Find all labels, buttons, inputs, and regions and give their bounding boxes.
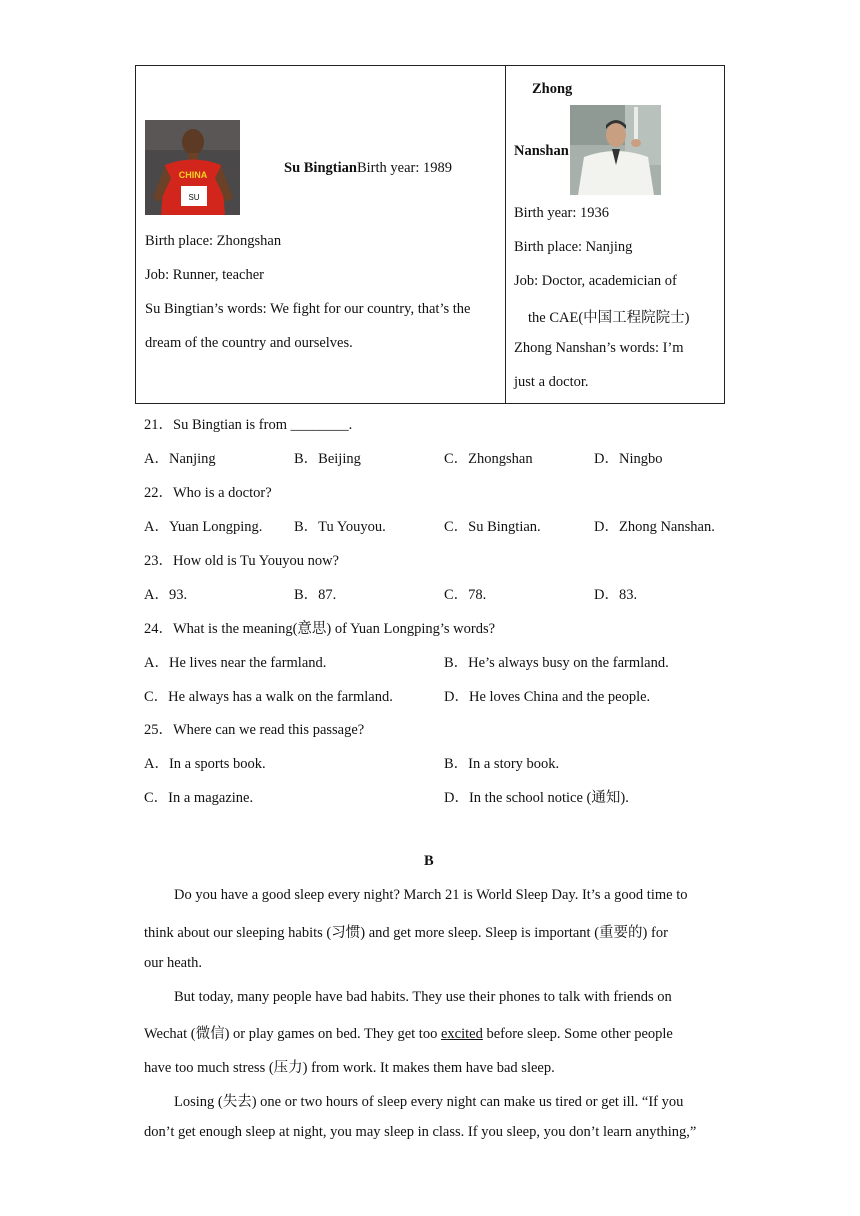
option-23-b[interactable]: B．87. [294, 587, 337, 603]
passage-line-2: think about our sleeping habits (习惯) and get more sleep. Sleep is important (重要的) for [144, 925, 668, 941]
question-23: 23．How old is Tu Youyou now? [144, 553, 339, 569]
passage-line-4: But today, many people have bad habits. They use their phones to talk with friends on [174, 989, 672, 1005]
option-24-c[interactable]: C．He always has a walk on the farmland. [144, 689, 393, 705]
zhong-words-line-1: Zhong Nanshan’s words: I’m [514, 340, 684, 356]
question-22: 22．Who is a doctor? [144, 485, 272, 501]
su-bingtian-photo [145, 120, 240, 215]
option-24-a[interactable]: A．He lives near the farmland. [144, 655, 327, 671]
option-23-c[interactable]: C．78. [444, 587, 487, 603]
option-24-b[interactable]: B．He’s always busy on the farmland. [444, 655, 669, 671]
info-table [135, 65, 725, 404]
passage-line-7: Losing (失去) one or two hours of sleep every night can make us tired or get ill. “If you [174, 1094, 684, 1110]
question-24: 24．What is the meaning(意思) of Yuan Longping’s words? [144, 621, 496, 637]
zhong-job-line-1: Job: Doctor, academician of [514, 273, 677, 289]
question-25: 25．Where can we read this passage? [144, 722, 365, 738]
zhong-name-1: Zhong [532, 81, 573, 97]
zhong-name-line-1 [532, 81, 572, 98]
su-words-line-2: dream of the country and ourselves. [145, 335, 353, 351]
option-25-b[interactable]: B．In a story book. [444, 756, 560, 772]
question-21: 21．Su Bingtian is from ________. [144, 417, 353, 433]
option-21-b[interactable]: B．Beijing [294, 451, 361, 467]
su-birth-year: Birth year: 1989 [356, 160, 452, 176]
su-birth-place: Birth place: Zhongshan [145, 233, 282, 249]
table-divider [505, 66, 506, 403]
underlined-word-excited: excited [440, 1026, 483, 1042]
zhong-name-line-2 [514, 143, 569, 160]
option-22-b[interactable]: B．Tu Youyou. [294, 519, 386, 535]
option-22-c[interactable]: C．Su Bingtian. [444, 519, 541, 535]
option-25-c[interactable]: C．In a magazine. [144, 790, 254, 806]
passage-line-6: have too much stress (压力) from work. It makes them have bad sleep. [144, 1060, 555, 1076]
zhong-job-line-2: the CAE(中国工程院院士) [528, 310, 690, 326]
su-name-line [284, 160, 452, 177]
passage-line-5-start: Wechat (微信) or play games on bed. They get too [144, 1026, 441, 1042]
su-job: Job: Runner, teacher [145, 267, 265, 283]
option-21-d[interactable]: D．Ningbo [594, 451, 663, 467]
passage-line-1: Do you have a good sleep every night? March 21 is World Sleep Day. It’s a good time to [174, 887, 688, 903]
option-22-a[interactable]: A．Yuan Longping. [144, 519, 263, 535]
option-23-a[interactable]: A．93. [144, 587, 188, 603]
section-b-heading: B [424, 853, 434, 869]
passage-line-8: don’t get enough sleep at night, you may sleep in class. If you sleep, you don’t learn anything,” [144, 1124, 697, 1140]
zhong-birth-year: Birth year: 1936 [514, 205, 610, 221]
su-name: Su Bingtian [284, 160, 357, 176]
passage-line-3: our heath. [144, 955, 202, 971]
option-21-c[interactable]: C．Zhongshan [444, 451, 533, 467]
zhong-words-line-2: just a doctor. [514, 374, 589, 390]
option-21-a[interactable]: A．Nanjing [144, 451, 216, 467]
option-24-d[interactable]: D．He loves China and the people. [444, 689, 651, 705]
option-25-d[interactable]: D．In the school notice (通知). [444, 790, 629, 806]
photo-china-text: CHINA [178, 170, 208, 180]
photo-bib-text: SU [188, 193, 200, 202]
zhong-nanshan-photo [570, 105, 661, 195]
option-25-a[interactable]: A．In a sports book. [144, 756, 266, 772]
passage-line-5-end: before sleep. Some other people [482, 1026, 673, 1042]
option-23-d[interactable]: D．83. [594, 587, 638, 603]
zhong-birth-place: Birth place: Nanjing [514, 239, 633, 255]
su-words-line-1: Su Bingtian’s words: We fight for our country, that’s the [145, 301, 471, 317]
zhong-name-2: Nanshan [514, 143, 569, 159]
option-22-d[interactable]: D．Zhong Nanshan. [594, 519, 715, 535]
passage-line-5 [144, 1022, 673, 1043]
